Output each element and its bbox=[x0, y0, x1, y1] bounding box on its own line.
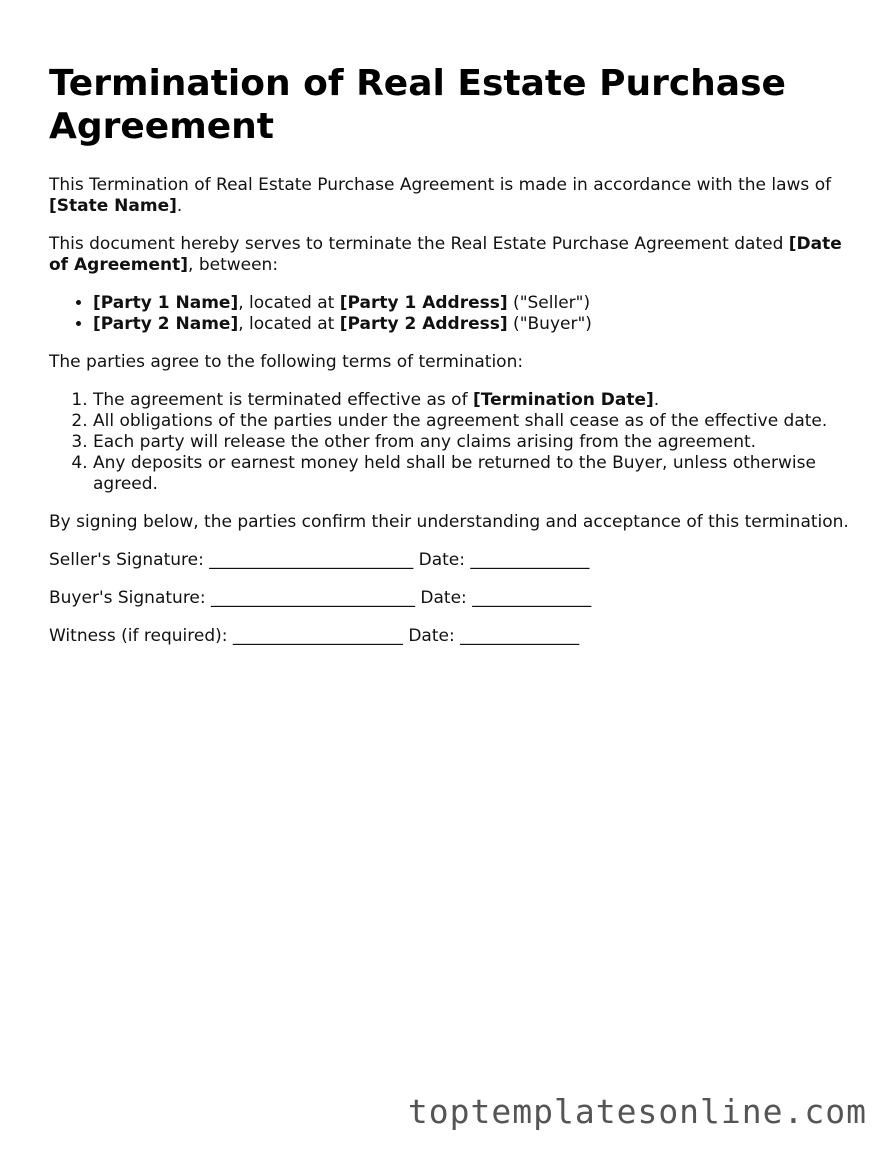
seller-signature-line: Seller's Signature: ________________________ Date: ______________ bbox=[49, 550, 590, 570]
term-item-4: 4. Any deposits or earnest money held shall be returned to the Buyer, unless otherwise agreed. bbox=[93, 453, 849, 495]
witness-signature-line: Witness (if required): ____________________ Date: ______________ bbox=[49, 626, 580, 646]
terms-intro: The parties agree to the following terms of termination: bbox=[49, 352, 524, 372]
party-address: [Party 2 Address] bbox=[339, 314, 508, 334]
intro-paragraph bbox=[49, 175, 849, 217]
term-text: The agreement is terminated effective as of bbox=[93, 390, 473, 410]
termination-date-placeholder: [Termination Date] bbox=[472, 390, 654, 410]
state-name-placeholder: [State Name] bbox=[49, 196, 177, 216]
party-name: [Party 1 Name] bbox=[93, 293, 239, 313]
party-located: , located at bbox=[238, 314, 340, 334]
agreement-date-placeholder: [Date of Agreement] bbox=[49, 234, 842, 275]
party-name: [Party 2 Name] bbox=[93, 314, 239, 334]
serves-text: This document hereby serves to terminate the Real Estate Purchase Agreement dated bbox=[49, 234, 789, 254]
intro-end: . bbox=[176, 196, 183, 216]
watermark: toptemplatesonline.com bbox=[407, 1092, 867, 1131]
party-role: ("Seller") bbox=[507, 293, 591, 313]
party-address: [Party 1 Address] bbox=[339, 293, 508, 313]
party-item-seller bbox=[93, 293, 849, 314]
parties-list bbox=[49, 293, 849, 335]
terms-list bbox=[49, 390, 849, 495]
buyer-signature-line: Buyer's Signature: ________________________ Date: ______________ bbox=[49, 588, 592, 608]
party-item-buyer bbox=[93, 314, 849, 335]
serves-end: , between: bbox=[188, 255, 279, 275]
party-located: , located at bbox=[238, 293, 340, 313]
term-item-3: 3. Each party will release the other from any claims arising from the agreement. bbox=[93, 432, 849, 453]
intro-text: This Termination of Real Estate Purchase Agreement is made in accordance with the laws of bbox=[49, 175, 832, 195]
document-page bbox=[49, 62, 849, 664]
party-role: ("Buyer") bbox=[507, 314, 592, 334]
confirm-paragraph: By signing below, the parties confirm their understanding and acceptance of this termination. bbox=[49, 512, 849, 532]
term-item-2: 2. All obligations of the parties under the agreement shall cease as of the effective date. bbox=[93, 411, 849, 432]
serves-paragraph bbox=[49, 234, 849, 276]
document-title: Termination of Real Estate Purchase Agreement bbox=[49, 63, 786, 147]
term-item-1 bbox=[93, 390, 849, 411]
term-end: . bbox=[653, 390, 660, 410]
